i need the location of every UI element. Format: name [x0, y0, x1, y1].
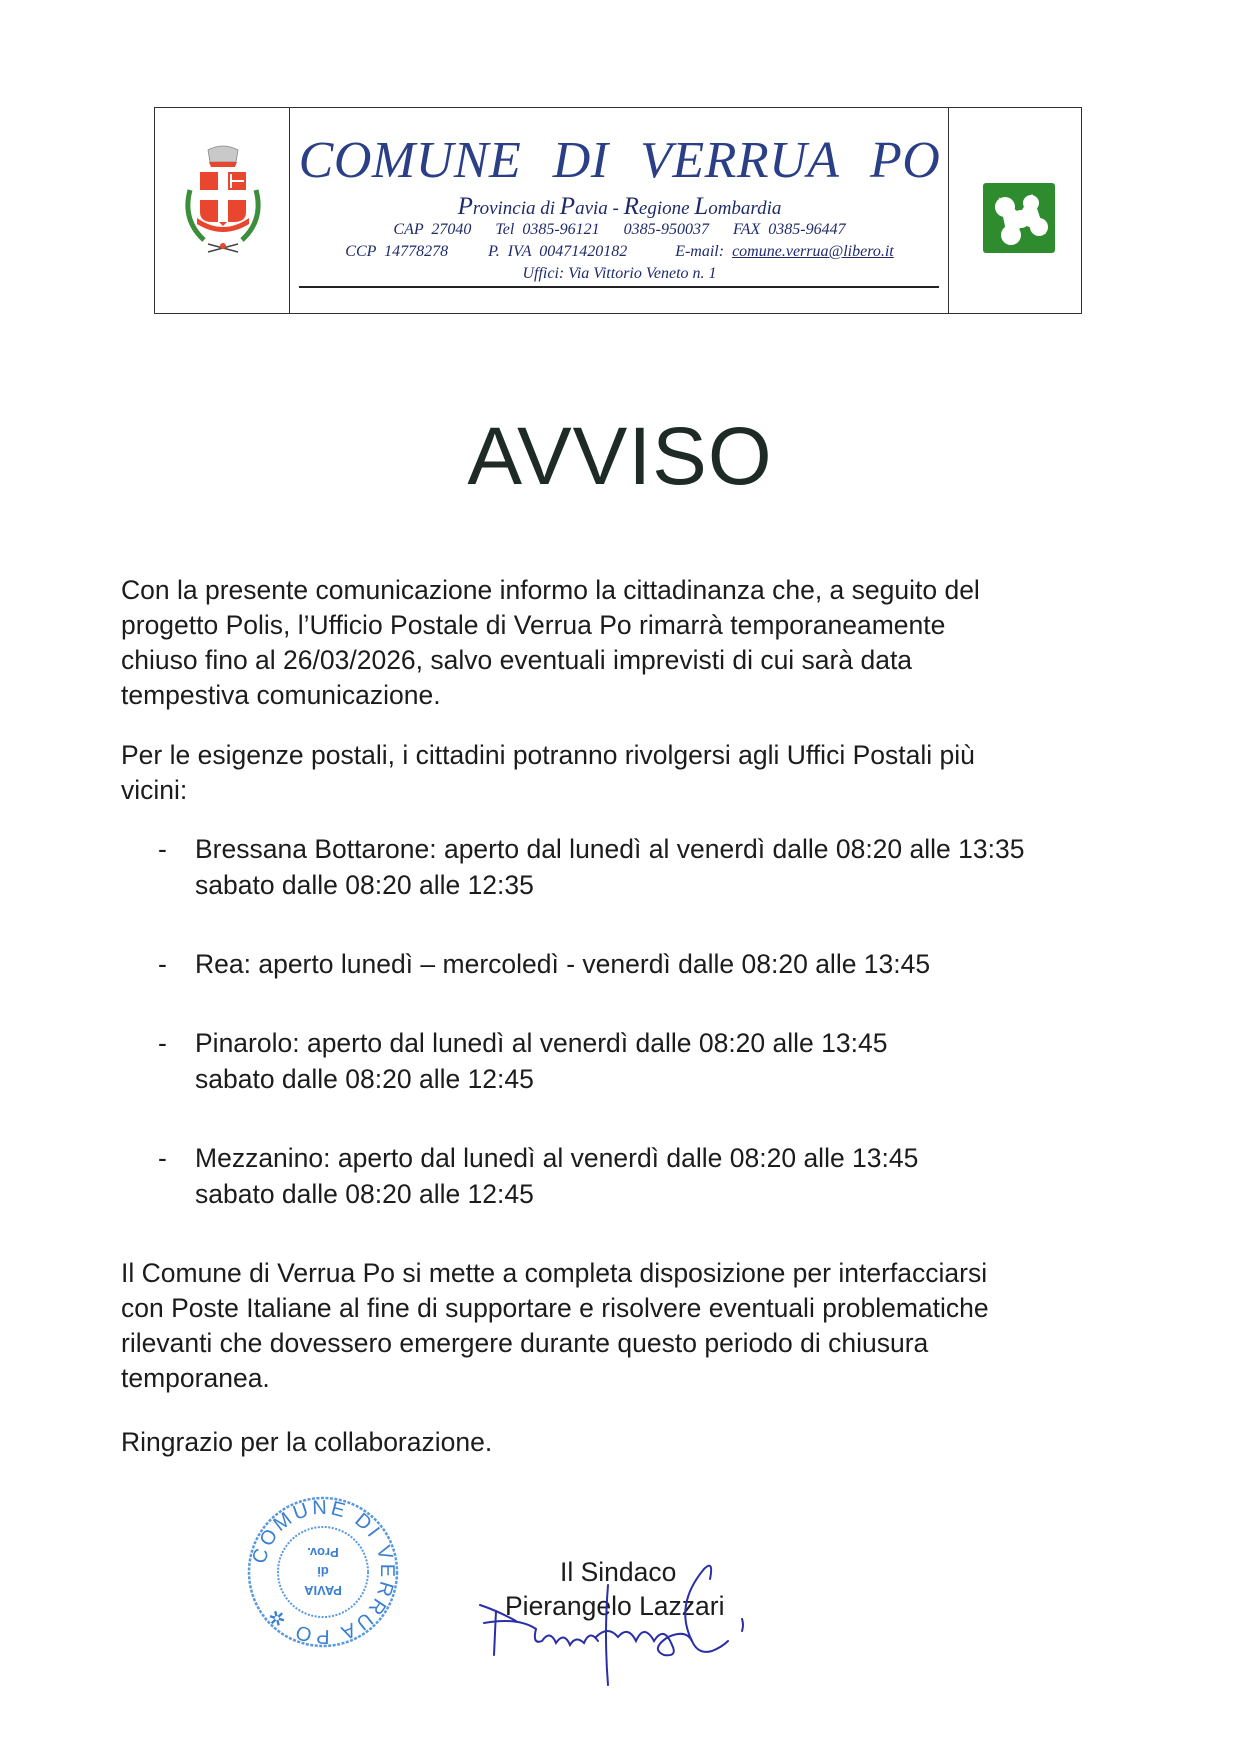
official-stamp-icon — [246, 1495, 400, 1649]
post-office-line: Pinarolo: aperto dal lunedì al venerdì dalle 08:20 alle 13:45 — [195, 1028, 888, 1058]
postal-intro-line: Per le esigenze postali, i cittadini potranno rivolgersi agli Uffici Postali più — [121, 740, 975, 770]
letterhead-divider-right — [948, 107, 949, 314]
list-bullet: - — [158, 1028, 167, 1058]
prov-cap-3: L — [694, 193, 709, 220]
post-office-line: Mezzanino: aperto dal lunedì al venerdì dalle 08:20 alle 13:45 — [195, 1143, 919, 1173]
support-line: temporanea. — [121, 1363, 270, 1393]
thanks-paragraph — [121, 1425, 1081, 1460]
province-region-line — [291, 193, 948, 221]
list-bullet: - — [158, 834, 167, 864]
stamp-outer-text: COMUNE DI VERRUA PO ✲ — [248, 1496, 399, 1648]
list-bullet: - — [158, 949, 167, 979]
prov-cap-0: P — [457, 193, 473, 220]
email-link[interactable]: comune.verrua@libero.it — [732, 243, 894, 260]
prov-rest-2: egione — [638, 198, 695, 219]
handwritten-signature-icon — [478, 1545, 748, 1690]
post-office-line: Rea: aperto lunedì – mercoledì - venerdì dalle 08:20 alle 13:45 — [195, 949, 931, 979]
post-office-line: Bressana Bottarone: aperto dal lunedì al venerdì dalle 08:20 alle 13:35 — [195, 834, 1025, 864]
municipality-name: COMUNE DI VERRUA PO — [298, 132, 941, 189]
support-paragraph — [121, 1256, 1081, 1396]
ids-line — [291, 243, 948, 261]
signatory-name: Pierangelo Lazzari — [505, 1591, 725, 1621]
post-office-line: sabato dalle 08:20 alle 12:45 — [195, 1179, 534, 1209]
contacts-line: CAP 27040 Tel 0385-96121 0385-950037 FAX 0385-96447 — [393, 221, 846, 238]
list-bullet: - — [158, 1143, 167, 1173]
letterhead-rule — [299, 286, 939, 288]
support-line: Il Comune di Verrua Po si mette a completa disposizione per interfacciarsi — [121, 1258, 988, 1288]
prov-rest-0: rovincia di — [472, 198, 560, 219]
prov-rest-3: ombardia — [708, 198, 782, 219]
post-office-line: sabato dalle 08:20 alle 12:35 — [195, 870, 534, 900]
intro-line: chiuso fino al 26/03/2026, salvo eventuali imprevisti di cui sarà data — [121, 645, 913, 675]
coat-of-arms-icon — [178, 140, 268, 258]
ids-text: CCP 14778278 P. IVA 00471420182 E-mail: — [345, 243, 733, 260]
lombardy-rosa-camuna-icon — [983, 183, 1055, 253]
stamp-inner-text: Prov. — [307, 1545, 339, 1560]
stamp-inner-text: PAVIA — [304, 1583, 342, 1598]
signatory-role: Il Sindaco — [560, 1557, 677, 1587]
stamp-inner-text: di — [317, 1564, 329, 1579]
support-line: con Poste Italiane al fine di supportare e risolvere eventuali problematiche — [121, 1293, 989, 1323]
intro-line: Con la presente comunicazione informo la cittadinanza che, a seguito del — [121, 575, 980, 605]
prov-cap-2: R — [623, 193, 639, 220]
letterhead-divider-left — [289, 107, 290, 314]
support-line: rilevanti che dovessero emergere durante questo periodo di chiusura — [121, 1328, 929, 1358]
prov-rest-1: avia - — [575, 198, 624, 219]
intro-paragraph — [121, 573, 1081, 713]
notice-title: AVVISO — [467, 411, 773, 502]
office-address: Uffici: Via Vittorio Veneto n. 1 — [522, 265, 717, 282]
postal-intro-line: vicini: — [121, 775, 188, 805]
intro-line: tempestiva comunicazione. — [121, 680, 441, 710]
postal-intro-paragraph — [121, 738, 1081, 808]
prov-cap-1: P — [559, 193, 576, 220]
thanks-line: Ringrazio per la collaborazione. — [121, 1427, 493, 1457]
post-office-line: sabato dalle 08:20 alle 12:45 — [195, 1064, 534, 1094]
intro-line: progetto Polis, l’Ufficio Postale di Verrua Po rimarrà temporaneamente — [121, 610, 946, 640]
